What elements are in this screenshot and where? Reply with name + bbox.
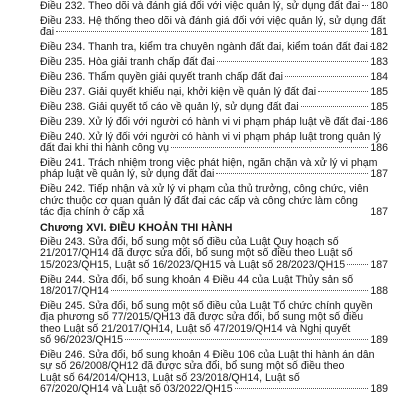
dot-leader — [235, 388, 368, 389]
toc-entry-title: Điều 244. Sửa đổi, bổ sung khoản 4 Điều 44 của Luật Thủy sản số — [40, 273, 354, 286]
toc-page-number: 185 — [370, 85, 388, 98]
dot-leader — [111, 290, 368, 291]
toc-entry-title: Điều 239. Xử lý đối với người có hành vi vi phạm pháp luật về đất đai — [40, 115, 366, 128]
toc-entry-title-cont: pháp luật về quản lý, sử dụng đất đai — [40, 168, 215, 181]
toc-entry-title: Điều 243. Sửa đổi, bổ sung một số điều của Luật Quy hoạch số — [40, 235, 339, 248]
toc-entry-title: Điều 246. Sửa đổi, bổ sung khoản 4 Điều 106 của Luật thi hành án dân — [40, 348, 375, 361]
toc-entry-title: Điều 236. Thẩm quyền giải quyết tranh chấp đất đai — [40, 71, 284, 83]
dot-leader — [171, 147, 368, 148]
toc-entry-title-cont: 18/2017/QH14 — [40, 284, 109, 297]
toc-entry-title: Điều 235. Hòa giải tranh chấp đất đai — [40, 56, 215, 69]
toc-entry-title: Điều 240. Xử lý đối với người có hành vi vi phạm pháp luật trong quản lý — [40, 130, 381, 143]
toc-entry-title: Điều 241. Trách nhiệm trong việc phát hiện, ngăn chặn và xử lý vi phạm — [40, 156, 378, 169]
toc-page-number: 189 — [370, 333, 388, 346]
toc-page-number: 182 — [370, 41, 388, 54]
toc-entry-title-cont: chức thuộc cơ quan quản lý đất đai các cấp và công chức làm công — [40, 194, 358, 207]
toc-entry-title: Điều 233. Hệ thống theo dõi và đánh giá đối với việc quản lý, sử dụng đất — [40, 14, 386, 27]
toc-page-number: 188 — [370, 284, 388, 297]
toc-entry-title-cont: 67/2020/QH14 và Luật số 03/2022/QH15 — [40, 383, 233, 396]
toc-entry-title-cont: địa phương số 77/2015/QH13 đã được sửa đổi, bổ sung một số điều — [40, 311, 364, 324]
toc-entry-title-cont: đất đai khi thi hành công vụ — [40, 142, 169, 154]
toc-entry-title-cont: sự số 26/2008/QH12 đã được sửa đổi, bổ sung một số điều theo — [40, 360, 345, 373]
toc-page-number: 184 — [370, 71, 388, 83]
toc-page-number: 186 — [370, 141, 388, 154]
toc-page-number: 181 — [370, 26, 388, 39]
chapter-heading[interactable]: Chương XVI. ĐIỀU KHOẢN THI HÀNH — [40, 221, 233, 234]
toc-entry-title: Điều 238. Giải quyết tố cáo về quản lý, sử dụng đất đai — [40, 100, 299, 113]
dot-leader — [217, 61, 368, 62]
dot-leader — [56, 31, 368, 32]
toc-page-number: 183 — [370, 56, 388, 69]
toc-page-number: 187 — [370, 258, 388, 271]
toc-entry-title-cont: Luật số 64/2014/QH13, Luật số 23/2018/QH14, Luật số — [40, 371, 300, 384]
toc-page-number: 185 — [370, 100, 388, 113]
toc-entry-title-cont: số 96/2023/QH15 — [40, 334, 124, 347]
toc-entry-title: Điều 237. Giải quyết khiếu nại, khởi kiện về quản lý đất đai — [40, 85, 317, 98]
toc-page-number: 186 — [370, 115, 388, 128]
dot-leader — [285, 76, 368, 77]
dot-leader — [125, 339, 368, 340]
toc-page-number: 180 — [370, 0, 388, 12]
toc-entry-title-cont: 21/2017/QH14 đã được sửa đổi, bổ sung một số điều theo Luật số — [40, 247, 353, 260]
toc-page-number: 189 — [370, 383, 388, 396]
toc-page-number: 187 — [370, 205, 388, 218]
toc-entry-title: Điều 234. Thanh tra, kiểm tra chuyên ngành đất đai, kiểm toán đất đai — [40, 41, 368, 54]
toc-entry-title-cont: theo Luật số 21/2017/QH14, Luật số 47/2019/QH14 và Nghị quyết — [40, 322, 351, 335]
dot-leader — [216, 173, 368, 174]
toc-entry-title: Điều 245. Sửa đổi, bổ sung một số điều của Luật Tổ chức chính quyền — [40, 299, 373, 312]
toc-page-number: 187 — [370, 168, 388, 181]
toc-entry-title-cont: đai — [40, 26, 55, 39]
toc-entry-title-cont: tác địa chính ở cấp xã — [40, 206, 145, 218]
toc-entry-title-cont: 15/2023/QH15, Luật số 16/2023/QH15 và Luật số 28/2023/QH15 — [40, 258, 346, 271]
toc-entry-title: Điều 232. Theo dõi và đánh giá đối với việc quản lý, sử dụng đất đai — [40, 0, 361, 12]
toc-entry-title: Điều 242. Tiếp nhận và xử lý vi phạm của thủ trưởng, công chức, viên — [40, 183, 369, 196]
